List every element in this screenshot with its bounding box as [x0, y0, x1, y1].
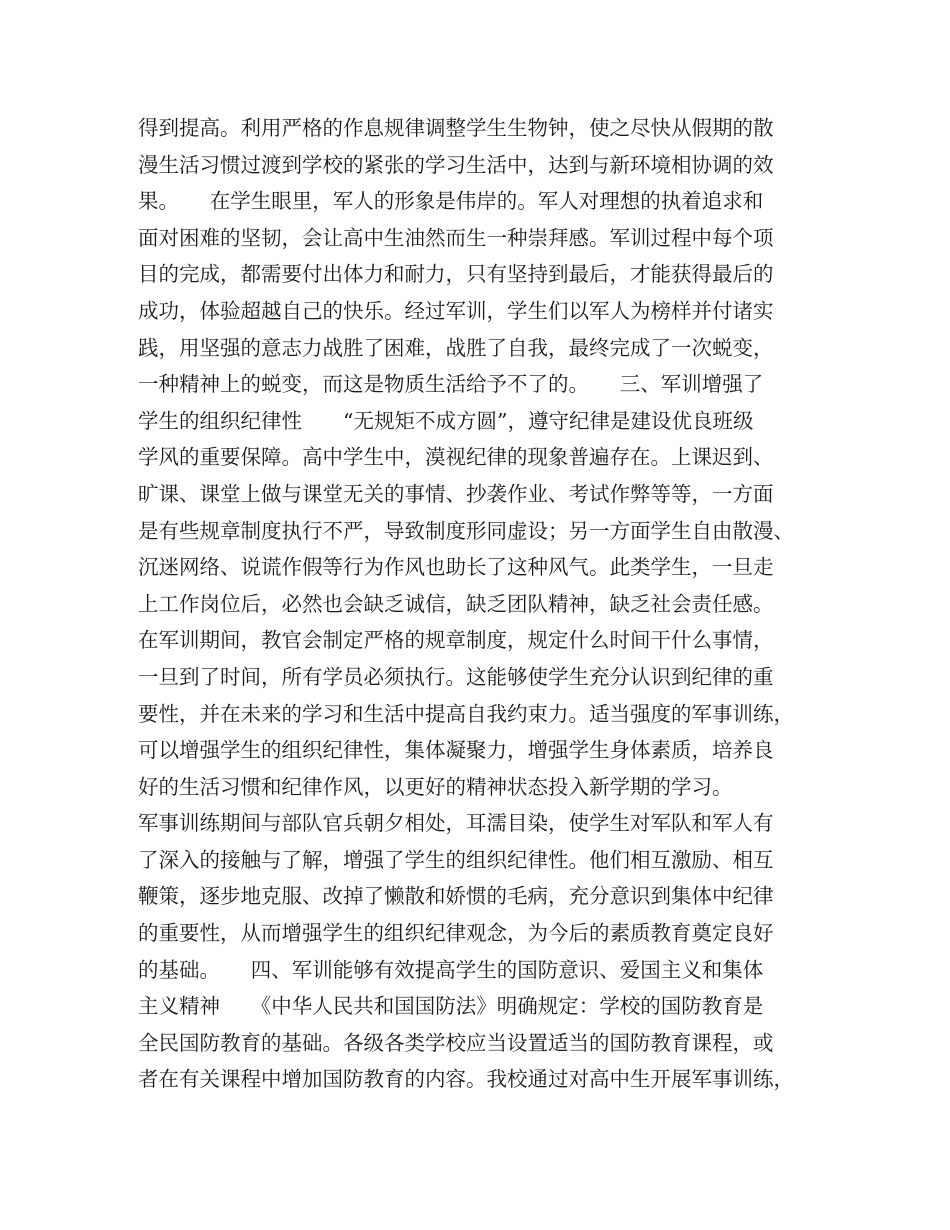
- text-line-6: 成功，体验超越自己的快乐。经过军训，学生们以军人为榜样并付诸实: [138, 298, 774, 323]
- text-line-25: 主义精神 《中华人民共和国国防法》明确规定：学校的国防教育是: [138, 994, 764, 1019]
- text-line-22: 鞭策，逐步地克服、改掉了懒散和娇惯的毛病，充分意识到集体中纪律: [138, 884, 774, 909]
- text-line-4: 面对困难的坚韧，会让高中生油然而生一种崇拜感。军训过程中每个项: [138, 225, 774, 250]
- text-line-21: 了深入的接触与了解，增强了学生的组织纪律性。他们相互激励、相互: [138, 847, 774, 872]
- text-line-27: 者在有关课程中增加国防教育的内容。我校通过对高中生开展军事训练，: [138, 1067, 794, 1092]
- text-line-24: 的基础。 四、军训能够有效提高学生的国防意识、爱国主义和集体: [138, 957, 764, 982]
- text-line-13: 沉迷网络、说谎作假等行为作风也助长了这种风气。此类学生，一旦走: [138, 555, 774, 580]
- text-line-15: 在军训期间，教官会制定严格的规章制度，规定什么时间干什么事情，: [138, 628, 774, 653]
- text-line-8: 一种精神上的蜕变，而这是物质生活给予不了的。 三、军训增强了: [138, 372, 764, 397]
- text-line-19: 好的生活习惯和纪律作风，以更好的精神状态投入新学期的学习。: [138, 774, 733, 799]
- text-line-2: 漫生活习惯过渡到学校的紧张的学习生活中，达到与新环境相协调的效: [138, 152, 774, 177]
- text-line-23: 的重要性，从而增强学生的组织纪律观念，为今后的素质教育奠定良好: [138, 921, 774, 946]
- body-text: [138, 110, 828, 1098]
- text-line-14: 上工作岗位后，必然也会缺乏诚信，缺乏团队精神，缺乏社会责任感。: [138, 591, 774, 616]
- text-line-17: 要性，并在未来的学习和生活中提高自我约束力。适当强度的军事训练，: [138, 701, 794, 726]
- text-line-12: 是有些规章制度执行不严，导致制度形同虚设；另一方面学生自由散漫、: [138, 518, 794, 543]
- text-line-10: 学风的重要保障。高中学生中，漠视纪律的现象普遍存在。上课迟到、: [138, 445, 774, 470]
- text-line-7: 践，用坚强的意志力战胜了困难，战胜了自我，最终完成了一次蜕变，: [138, 335, 774, 360]
- text-line-3: 果。 在学生眼里，军人的形象是伟岸的。军人对理想的执着追求和: [138, 189, 764, 214]
- text-line-1: 得到提高。利用严格的作息规律调整学生生物钟，使之尽快从假期的散: [138, 116, 774, 140]
- text-line-9: 学生的组织纪律性 “无规矩不成方圆”，遵守纪律是建设优良班级: [138, 408, 754, 433]
- text-line-26: 全民国防教育的基础。各级各类学校应当设置适当的国防教育课程，或: [138, 1030, 774, 1055]
- text-line-18: 可以增强学生的组织纪律性，集体凝聚力，增强学生身体素质，培养良: [138, 738, 774, 763]
- text-line-5: 目的完成，都需要付出体力和耐力，只有坚持到最后，才能获得最后的: [138, 262, 774, 287]
- text-line-16: 一旦到了时间，所有学员必须执行。这能够使学生充分认识到纪律的重: [138, 664, 774, 689]
- text-line-11: 旷课、课堂上做与课堂无关的事情、抄袭作业、考试作弊等等，一方面: [138, 481, 774, 506]
- text-line-20: 军事训练期间与部队官兵朝夕相处，耳濡目染，使学生对军队和军人有: [138, 811, 774, 836]
